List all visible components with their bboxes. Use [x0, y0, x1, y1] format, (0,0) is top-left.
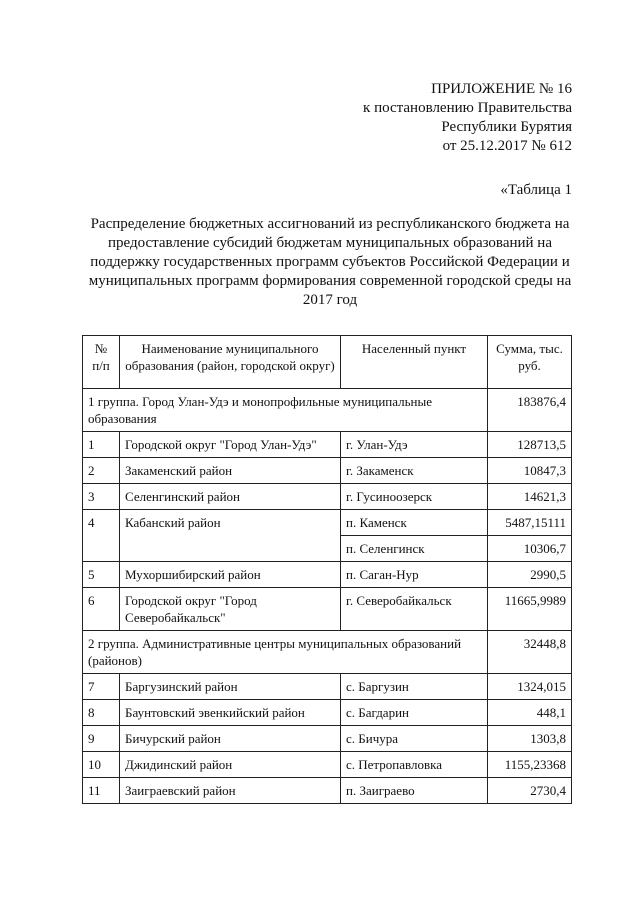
- row-place: п. Саган-Нур: [341, 562, 488, 588]
- appendix-date: от 25.12.2017 № 612: [442, 138, 572, 154]
- row-place: г. Улан-Удэ: [341, 432, 488, 458]
- row-name: Мухоршибирский район: [120, 562, 341, 588]
- appendix-resolution: к постановлению Правительства: [363, 100, 572, 116]
- row-sum: 1155,23368: [488, 752, 572, 778]
- group-row: [83, 389, 572, 432]
- column-header-place: Населенный пункт: [341, 336, 488, 389]
- appendix-header: [363, 80, 572, 156]
- row-name: Баргузинский район: [120, 674, 341, 700]
- table-row: [83, 674, 572, 700]
- row-name: Городской округ "Город Улан-Удэ": [120, 432, 341, 458]
- row-num: 6: [83, 588, 120, 631]
- row-place: п. Заиграево: [341, 778, 488, 804]
- column-header-name: Наименование муниципального образования (район, городской округ): [120, 336, 341, 389]
- table-row: [83, 510, 572, 536]
- row-sum: 10847,3: [488, 458, 572, 484]
- group-sum: 32448,8: [488, 631, 572, 674]
- row-name: Кабанский район: [120, 510, 341, 562]
- row-place: г. Северобайкальск: [341, 588, 488, 631]
- row-num: 8: [83, 700, 120, 726]
- row-sum: 14621,3: [488, 484, 572, 510]
- row-sum: 1324,015: [488, 674, 572, 700]
- table-row: [83, 562, 572, 588]
- row-num: 7: [83, 674, 120, 700]
- row-sum: 5487,15111: [488, 510, 572, 536]
- group-label: 2 группа. Административные центры муниципальных образований (районов): [83, 631, 488, 674]
- budget-table: [82, 335, 572, 804]
- row-name: Городской округ "Город Северобайкальск": [120, 588, 341, 631]
- row-place: с. Багдарин: [341, 700, 488, 726]
- row-num: 9: [83, 726, 120, 752]
- row-place: с. Баргузин: [341, 674, 488, 700]
- row-place: п. Каменск: [341, 510, 488, 536]
- row-name: Баунтовский эвенкийский район: [120, 700, 341, 726]
- row-place: с. Петропавловка: [341, 752, 488, 778]
- row-sum: 2730,4: [488, 778, 572, 804]
- row-name: Джидинский район: [120, 752, 341, 778]
- table-label: «Таблица 1: [500, 182, 572, 198]
- table-header-row: [83, 336, 572, 389]
- row-place: с. Бичура: [341, 726, 488, 752]
- row-place: п. Селенгинск: [341, 536, 488, 562]
- appendix-republic: Республики Бурятия: [441, 119, 572, 135]
- row-sum: 448,1: [488, 700, 572, 726]
- table-row: [83, 484, 572, 510]
- group-row: [83, 631, 572, 674]
- row-sum: 11665,9989: [488, 588, 572, 631]
- column-header-num: № п/п: [83, 336, 120, 389]
- table-row: [83, 458, 572, 484]
- table-row: [83, 588, 572, 631]
- table-row: [83, 778, 572, 804]
- row-num: 11: [83, 778, 120, 804]
- row-sum: 2990,5: [488, 562, 572, 588]
- row-num: 5: [83, 562, 120, 588]
- row-name: Бичурский район: [120, 726, 341, 752]
- row-num: 10: [83, 752, 120, 778]
- row-num: 4: [83, 510, 120, 562]
- row-num: 1: [83, 432, 120, 458]
- row-num: 2: [83, 458, 120, 484]
- group-sum: 183876,4: [488, 389, 572, 432]
- document-title: Распределение бюджетных ассигнований из республиканского бюджета на предоставление субсидий бюджетам муниципальных образований на поддержку государственных программ субъектов Российской Федерации и муниципальных программ формирования современной городской среды на 2017 год: [88, 216, 572, 308]
- row-name: Селенгинский район: [120, 484, 341, 510]
- table-row: [83, 726, 572, 752]
- column-header-sum: Сумма, тыс. руб.: [488, 336, 572, 389]
- row-place: г. Закаменск: [341, 458, 488, 484]
- table-row: [83, 432, 572, 458]
- table-row: [83, 700, 572, 726]
- row-place: г. Гусиноозерск: [341, 484, 488, 510]
- group-label: 1 группа. Город Улан-Удэ и монопрофильные муниципальные образования: [83, 389, 488, 432]
- row-name: Закаменский район: [120, 458, 341, 484]
- table-row: [83, 752, 572, 778]
- row-num: 3: [83, 484, 120, 510]
- appendix-number: ПРИЛОЖЕНИЕ № 16: [431, 81, 572, 97]
- row-sum: 128713,5: [488, 432, 572, 458]
- row-sum: 1303,8: [488, 726, 572, 752]
- row-name: Заиграевский район: [120, 778, 341, 804]
- row-sum: 10306,7: [488, 536, 572, 562]
